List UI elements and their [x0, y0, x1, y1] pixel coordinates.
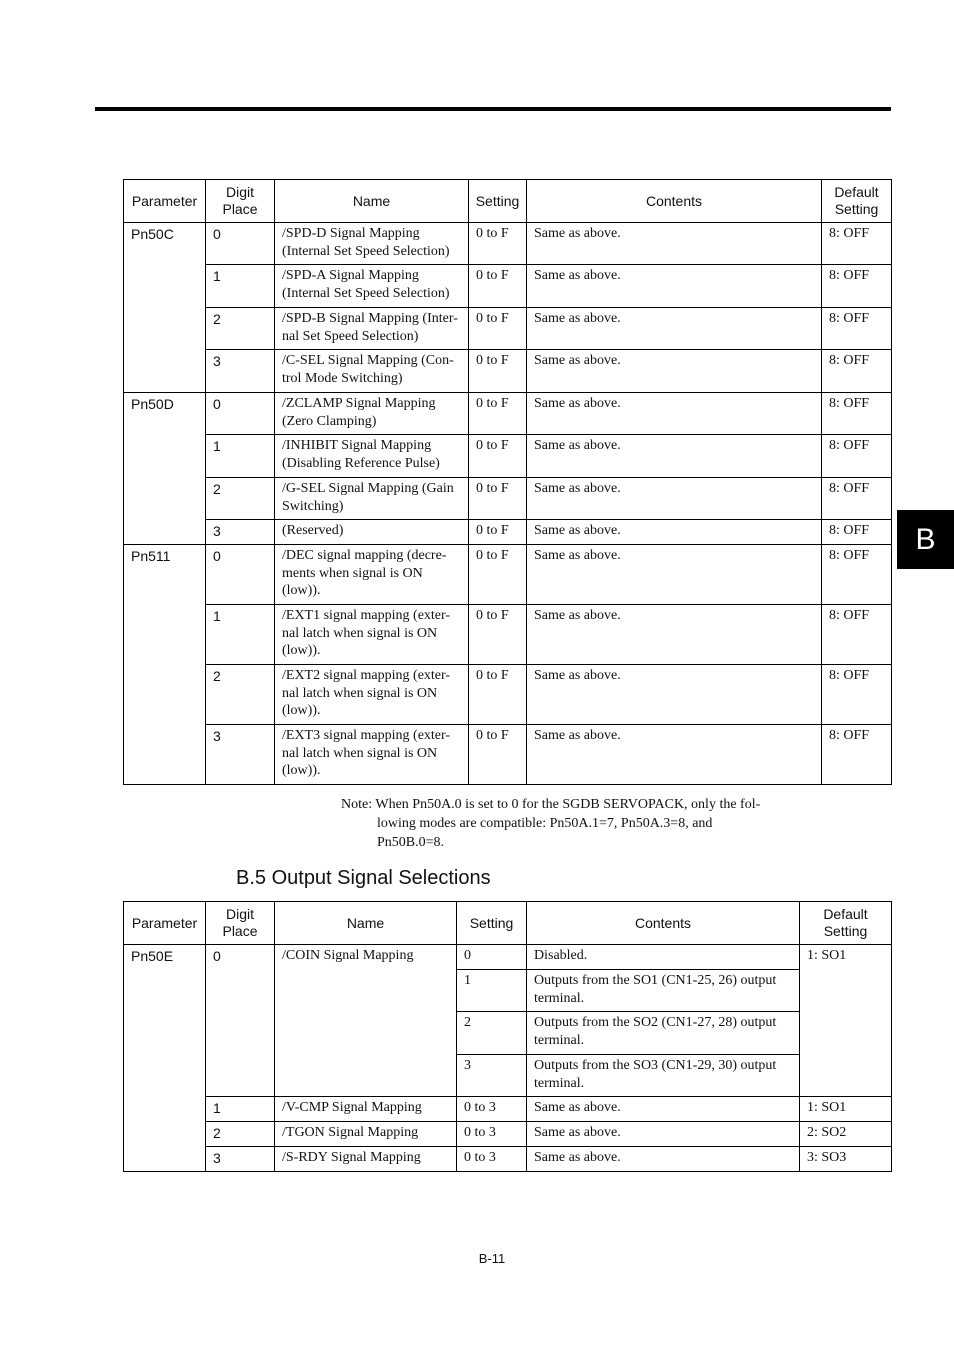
- contents-cell: Same as above.: [527, 350, 822, 393]
- name-cell: /SPD-B Signal Mapping (Inter-nal Set Speed Selection): [275, 308, 469, 350]
- header-name: Name: [275, 180, 469, 223]
- digit-cell: 1: [206, 605, 275, 665]
- digit-cell: 1: [206, 1097, 275, 1122]
- digit-cell: 3: [206, 350, 275, 393]
- table-row: [124, 265, 892, 308]
- setting-cell: 2: [457, 1012, 527, 1055]
- name-cell: /G-SEL Signal Mapping (Gain Switching): [275, 478, 469, 520]
- contents-cell: Same as above.: [527, 265, 822, 308]
- name-cell: /S-RDY Signal Mapping: [275, 1147, 457, 1172]
- contents-cell: Same as above.: [527, 605, 822, 665]
- header-setting: Setting: [469, 180, 527, 223]
- default-cell: 8: OFF: [822, 545, 892, 605]
- digit-cell: 3: [206, 725, 275, 785]
- header-digit-place: Digit Place: [206, 180, 275, 223]
- contents-cell: Disabled.: [527, 945, 800, 970]
- header-contents: Contents: [527, 902, 800, 945]
- name-cell: /TGON Signal Mapping: [275, 1122, 457, 1147]
- table-row: [124, 605, 892, 665]
- default-cell: 3: SO3: [800, 1147, 892, 1172]
- name-cell: /SPD-D Signal Mapping (Internal Set Speed Selection): [275, 223, 469, 265]
- setting-cell: 0 to F: [469, 435, 527, 478]
- note-line-3: Pn50B.0=8.: [377, 835, 445, 850]
- default-cell: 8: OFF: [822, 725, 892, 785]
- setting-cell: 0 to F: [469, 605, 527, 665]
- default-cell: 8: OFF: [822, 435, 892, 478]
- table-row: [124, 945, 892, 970]
- contents-cell: Same as above.: [527, 478, 822, 520]
- default-cell: 8: OFF: [822, 223, 892, 265]
- table-header-row: [124, 180, 892, 223]
- contents-cell: Same as above.: [527, 520, 822, 545]
- table-row: [124, 435, 892, 478]
- appendix-tab: B: [897, 510, 954, 569]
- default-cell: 8: OFF: [822, 478, 892, 520]
- header-default-setting: Default Setting: [800, 902, 892, 945]
- contents-cell: Same as above.: [527, 308, 822, 350]
- setting-cell: 0 to F: [469, 545, 527, 605]
- default-cell: 1: SO1: [800, 1097, 892, 1122]
- setting-cell: 0 to F: [469, 350, 527, 393]
- contents-cell: Same as above.: [527, 665, 822, 725]
- contents-cell: Same as above.: [527, 1122, 800, 1147]
- name-cell: /COIN Signal Mapping: [275, 945, 457, 1097]
- setting-cell: 0 to 3: [457, 1097, 527, 1122]
- contents-cell: Outputs from the SO2 (CN1-27, 28) output terminal.: [527, 1012, 800, 1055]
- name-cell: /DEC signal mapping (decre-ments when signal is ON (low)).: [275, 545, 469, 605]
- parameter-cell: Pn50C: [124, 223, 206, 393]
- table-body: [124, 223, 892, 785]
- contents-cell: Same as above.: [527, 1147, 800, 1172]
- default-cell: 8: OFF: [822, 265, 892, 308]
- header-setting: Setting: [457, 902, 527, 945]
- digit-cell: 1: [206, 435, 275, 478]
- compatibility-note: [341, 795, 791, 852]
- setting-cell: 0 to F: [469, 478, 527, 520]
- digit-cell: 0: [206, 393, 275, 435]
- setting-cell: 0 to 3: [457, 1147, 527, 1172]
- parameter-cell: Pn50D: [124, 393, 206, 545]
- contents-cell: Same as above.: [527, 1097, 800, 1122]
- table-row: [124, 223, 892, 265]
- setting-cell: 0 to F: [469, 665, 527, 725]
- contents-cell: Same as above.: [527, 545, 822, 605]
- table-row: [124, 308, 892, 350]
- name-cell: (Reserved): [275, 520, 469, 545]
- input-signal-table: [123, 179, 892, 785]
- default-cell: 8: OFF: [822, 393, 892, 435]
- digit-cell: 3: [206, 520, 275, 545]
- setting-cell: 0 to F: [469, 520, 527, 545]
- table-row: [124, 1147, 892, 1172]
- name-cell: /EXT2 signal mapping (exter-nal latch when signal is ON (low)).: [275, 665, 469, 725]
- contents-cell: Same as above.: [527, 223, 822, 265]
- setting-cell: 3: [457, 1055, 527, 1097]
- header-parameter: Parameter: [124, 180, 206, 223]
- table-row: [124, 350, 892, 393]
- table-row: [124, 1122, 892, 1147]
- default-cell: 8: OFF: [822, 520, 892, 545]
- setting-cell: 1: [457, 970, 527, 1012]
- setting-cell: 0 to F: [469, 393, 527, 435]
- default-cell: 8: OFF: [822, 665, 892, 725]
- setting-cell: 0 to F: [469, 223, 527, 265]
- digit-cell: 2: [206, 1122, 275, 1147]
- digit-cell: 0: [206, 223, 275, 265]
- table-body: [124, 945, 892, 1172]
- table-row: [124, 545, 892, 605]
- contents-cell: Same as above.: [527, 725, 822, 785]
- digit-cell: 2: [206, 478, 275, 520]
- digit-cell: 2: [206, 665, 275, 725]
- note-line-2: lowing modes are compatible: Pn50A.1=7, Pn50A.3=8, and: [377, 816, 713, 831]
- contents-cell: Outputs from the SO1 (CN1-25, 26) output terminal.: [527, 970, 800, 1012]
- default-cell: 8: OFF: [822, 605, 892, 665]
- table-row: [124, 393, 892, 435]
- section-title: B.5 Output Signal Selections: [236, 867, 491, 889]
- contents-cell: Outputs from the SO3 (CN1-29, 30) output terminal.: [527, 1055, 800, 1097]
- name-cell: /V-CMP Signal Mapping: [275, 1097, 457, 1122]
- digit-cell: 0: [206, 945, 275, 1097]
- digit-cell: 0: [206, 545, 275, 605]
- table-header-row: [124, 902, 892, 945]
- setting-cell: 0 to F: [469, 308, 527, 350]
- digit-cell: 1: [206, 265, 275, 308]
- default-cell: 8: OFF: [822, 350, 892, 393]
- setting-cell: 0 to F: [469, 265, 527, 308]
- digit-cell: 3: [206, 1147, 275, 1172]
- name-cell: /EXT3 signal mapping (exter-nal latch when signal is ON (low)).: [275, 725, 469, 785]
- table-row: [124, 1097, 892, 1122]
- parameter-cell: Pn50E: [124, 945, 206, 1172]
- header-parameter: Parameter: [124, 902, 206, 945]
- table-row: [124, 478, 892, 520]
- default-cell: 2: SO2: [800, 1122, 892, 1147]
- table-row: [124, 520, 892, 545]
- name-cell: /C-SEL Signal Mapping (Con-trol Mode Switching): [275, 350, 469, 393]
- table-row: [124, 665, 892, 725]
- table-row: [124, 725, 892, 785]
- header-contents: Contents: [527, 180, 822, 223]
- setting-cell: 0: [457, 945, 527, 970]
- contents-cell: Same as above.: [527, 393, 822, 435]
- default-cell: 8: OFF: [822, 308, 892, 350]
- header-rule: [95, 107, 891, 111]
- digit-cell: 2: [206, 308, 275, 350]
- output-signal-table: [123, 901, 892, 1172]
- note-line-1: Note: When Pn50A.0 is set to 0 for the SGDB SERVOPACK, only the fol-: [341, 797, 761, 812]
- name-cell: /INHIBIT Signal Mapping (Disabling Reference Pulse): [275, 435, 469, 478]
- name-cell: /EXT1 signal mapping (exter-nal latch when signal is ON (low)).: [275, 605, 469, 665]
- header-name: Name: [275, 902, 457, 945]
- setting-cell: 0 to F: [469, 725, 527, 785]
- setting-cell: 0 to 3: [457, 1122, 527, 1147]
- parameter-cell: Pn511: [124, 545, 206, 785]
- name-cell: /ZCLAMP Signal Mapping (Zero Clamping): [275, 393, 469, 435]
- name-cell: /SPD-A Signal Mapping (Internal Set Speed Selection): [275, 265, 469, 308]
- default-cell: 1: SO1: [800, 945, 892, 1097]
- header-digit-place: Digit Place: [206, 902, 275, 945]
- page-number: B-11: [478, 1251, 506, 1266]
- header-default-setting: Default Setting: [822, 180, 892, 223]
- contents-cell: Same as above.: [527, 435, 822, 478]
